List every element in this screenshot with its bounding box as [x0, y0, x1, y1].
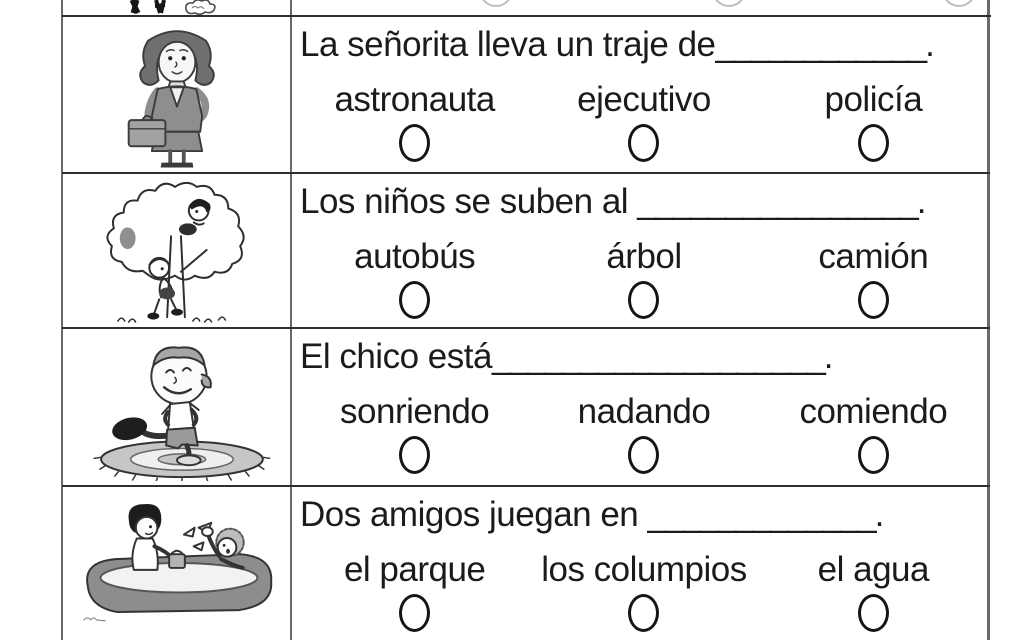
question-cell [291, 17, 988, 172]
option-label: nadando [577, 392, 711, 431]
pool-illustration-cell [63, 487, 291, 640]
sentence-period: . [925, 25, 935, 64]
option-label: astronauta [334, 80, 495, 119]
question-sentence [300, 180, 988, 224]
option-label: sonriendo [340, 392, 490, 431]
options-row [300, 390, 988, 434]
option-label: ejecutivo [577, 80, 711, 119]
answer-bubble[interactable] [858, 281, 889, 319]
question-cell [291, 174, 988, 327]
answer-blank: ___________________ [491, 337, 824, 376]
answer-bubble[interactable] [628, 281, 659, 319]
cut-off-drawing-icon [122, 0, 232, 15]
answer-bubble[interactable] [858, 436, 889, 474]
answer-bubble[interactable] [399, 281, 430, 319]
two-kids-in-inflatable-pool-icon [74, 495, 280, 633]
sentence-period: . [823, 337, 834, 376]
question-cell [291, 329, 988, 485]
sentence-text: El chico está [300, 337, 492, 376]
worksheet-row-ninos [63, 174, 988, 327]
option-label: el parque [343, 550, 486, 589]
option-label: policía [824, 80, 923, 119]
sentence-text: La señorita lleva un traje de [300, 25, 716, 64]
bubbles-row [300, 594, 988, 632]
worksheet-row-chico [63, 329, 988, 485]
option-label: árbol [606, 237, 682, 276]
option-label: autobús [354, 237, 476, 276]
options-row [300, 548, 988, 592]
option-label: camión [818, 237, 929, 276]
sentence-period: . [916, 182, 926, 221]
sentence-text: Los niños se suben al [300, 182, 638, 221]
question-sentence [300, 493, 988, 537]
answer-blank: ____________ [715, 25, 926, 64]
answer-blank: _____________ [647, 495, 875, 534]
children-climbing-tree-icon [98, 177, 256, 325]
options-row [300, 78, 988, 122]
question-sentence [300, 335, 988, 379]
tree-illustration-cell [63, 174, 291, 327]
cut-off-answer-bubble [942, 0, 976, 7]
answer-bubble[interactable] [858, 594, 889, 632]
bubbles-row [300, 436, 988, 474]
option-label: comiendo [799, 392, 948, 431]
businesswoman-illustration-cell [63, 17, 291, 172]
worksheet-row-amigos [63, 487, 988, 640]
sentence-period: . [874, 495, 884, 534]
bubbles-row [300, 281, 988, 319]
question-sentence [300, 23, 988, 67]
answer-bubble[interactable] [628, 436, 659, 474]
option-label: los columpios [541, 550, 747, 589]
options-row [300, 235, 988, 279]
question-cell [291, 487, 988, 640]
bubbles-row [300, 124, 988, 162]
cut-off-answer-bubble [479, 0, 513, 7]
option-label: el agua [817, 550, 929, 589]
answer-bubble[interactable] [399, 124, 430, 162]
cut-off-answer-bubble [712, 0, 746, 7]
answer-bubble[interactable] [628, 124, 659, 162]
answer-bubble[interactable] [628, 594, 659, 632]
boy-illustration-cell [63, 329, 291, 485]
answer-bubble[interactable] [399, 594, 430, 632]
worksheet-row-senorita [63, 17, 988, 172]
answer-blank: ________________ [637, 182, 917, 221]
businesswoman-with-briefcase-icon [119, 21, 235, 169]
answer-bubble[interactable] [399, 436, 430, 474]
sentence-text: Dos amigos juegan en [300, 495, 648, 534]
boy-walking-on-rug-icon [83, 333, 271, 481]
answer-bubble[interactable] [858, 124, 889, 162]
